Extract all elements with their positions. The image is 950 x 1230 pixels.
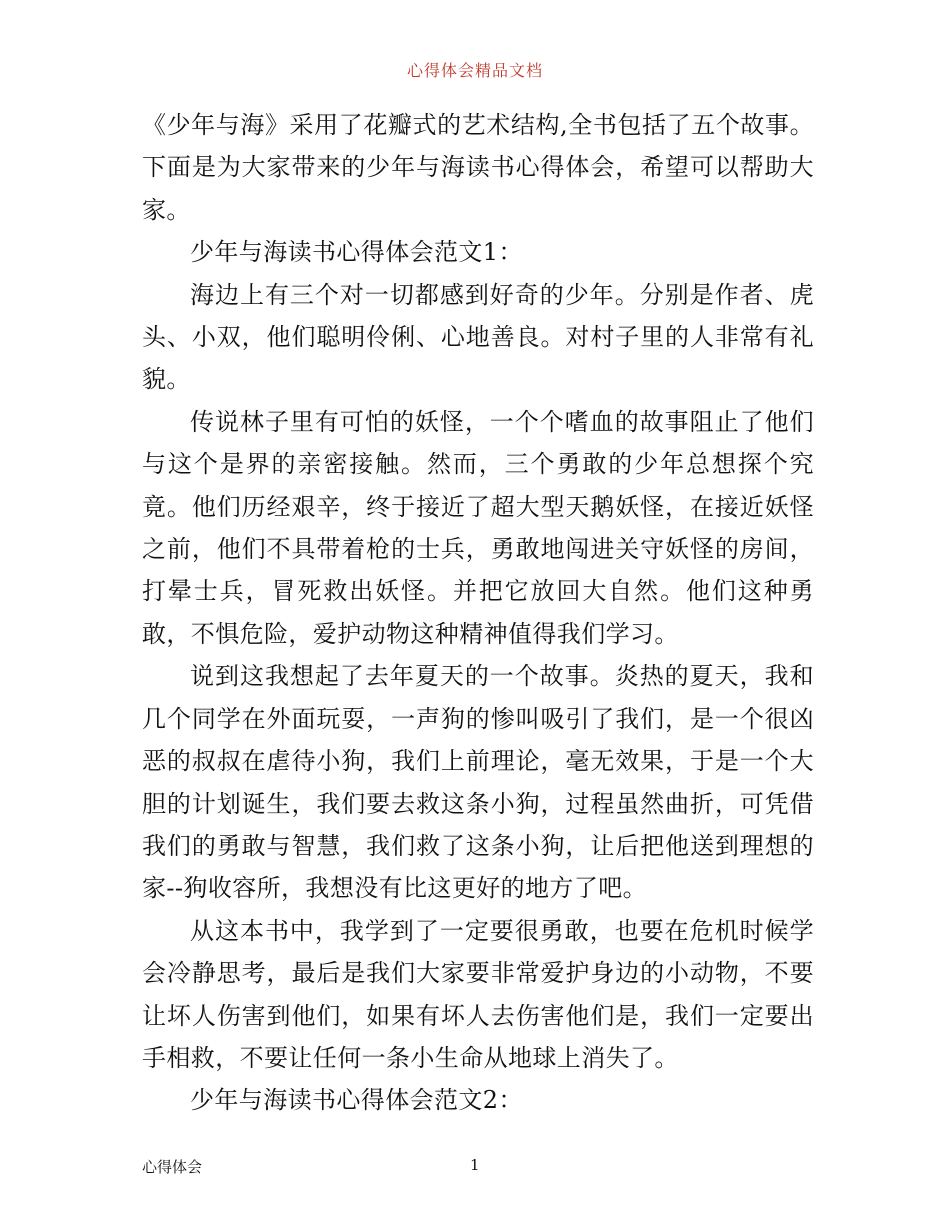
footer-label: 心得体会 xyxy=(142,1158,203,1176)
section-heading-sample-2: 少年与海读书心得体会范文2： xyxy=(190,1086,523,1115)
section-heading-sample-1: 少年与海读书心得体会范文1： xyxy=(190,238,523,267)
page-number: 1 xyxy=(470,1156,480,1174)
document-body xyxy=(142,104,814,1122)
body-paragraph: 海边上有三个对一切都感到好奇的少年。分别是作者、虎头、小双，他们聪明伶俐、心地善良。对村子里的人非常有礼貌。 xyxy=(142,280,814,394)
body-paragraph: 传说林子里有可怕的妖怪，一个个嗜血的故事阻止了他们与这个是界的亲密接触。然而，三个勇敢的少年总想探个究竟。他们历经艰辛，终于接近了超大型天鹅妖怪，在接近妖怪之前，他们不具带着枪的士兵，勇敢地闯进关守妖怪的房间，打晕士兵，冒死救出妖怪。并把它放回大自然。他们这种勇敢，不惧危险，爱护动物这种精神值得我们学习。 xyxy=(142,407,814,648)
body-paragraph: 从这本书中，我学到了一定要很勇敢，也要在危机时候学会冷静思考，最后是我们大家要非常爱护身边的小动物，不要让坏人伤害到他们，如果有坏人去伤害他们是，我们一定要出手相救，不要让任何一条小生命从地球上消失了。 xyxy=(142,916,814,1072)
body-paragraph: 说到这我想起了去年夏天的一个故事。炎热的夏天，我和几个同学在外面玩耍，一声狗的惨叫吸引了我们，是一个很凶恶的叔叔在虐待小狗，我们上前理论，毫无效果，于是一个大胆的计划诞生，我们要去救这条小狗，过程虽然曲折，可凭借我们的勇敢与智慧，我们救了这条小狗，让后把他送到理想的家--狗收容所，我想没有比这更好的地方了吧。 xyxy=(142,662,814,903)
page-header-title: 心得体会精品文档 xyxy=(406,61,543,80)
intro-paragraph: 《少年与海》采用了花瓣式的艺术结构,全书包括了五个故事。下面是为大家带来的少年与海读书心得体会，希望可以帮助大家。 xyxy=(142,111,814,224)
